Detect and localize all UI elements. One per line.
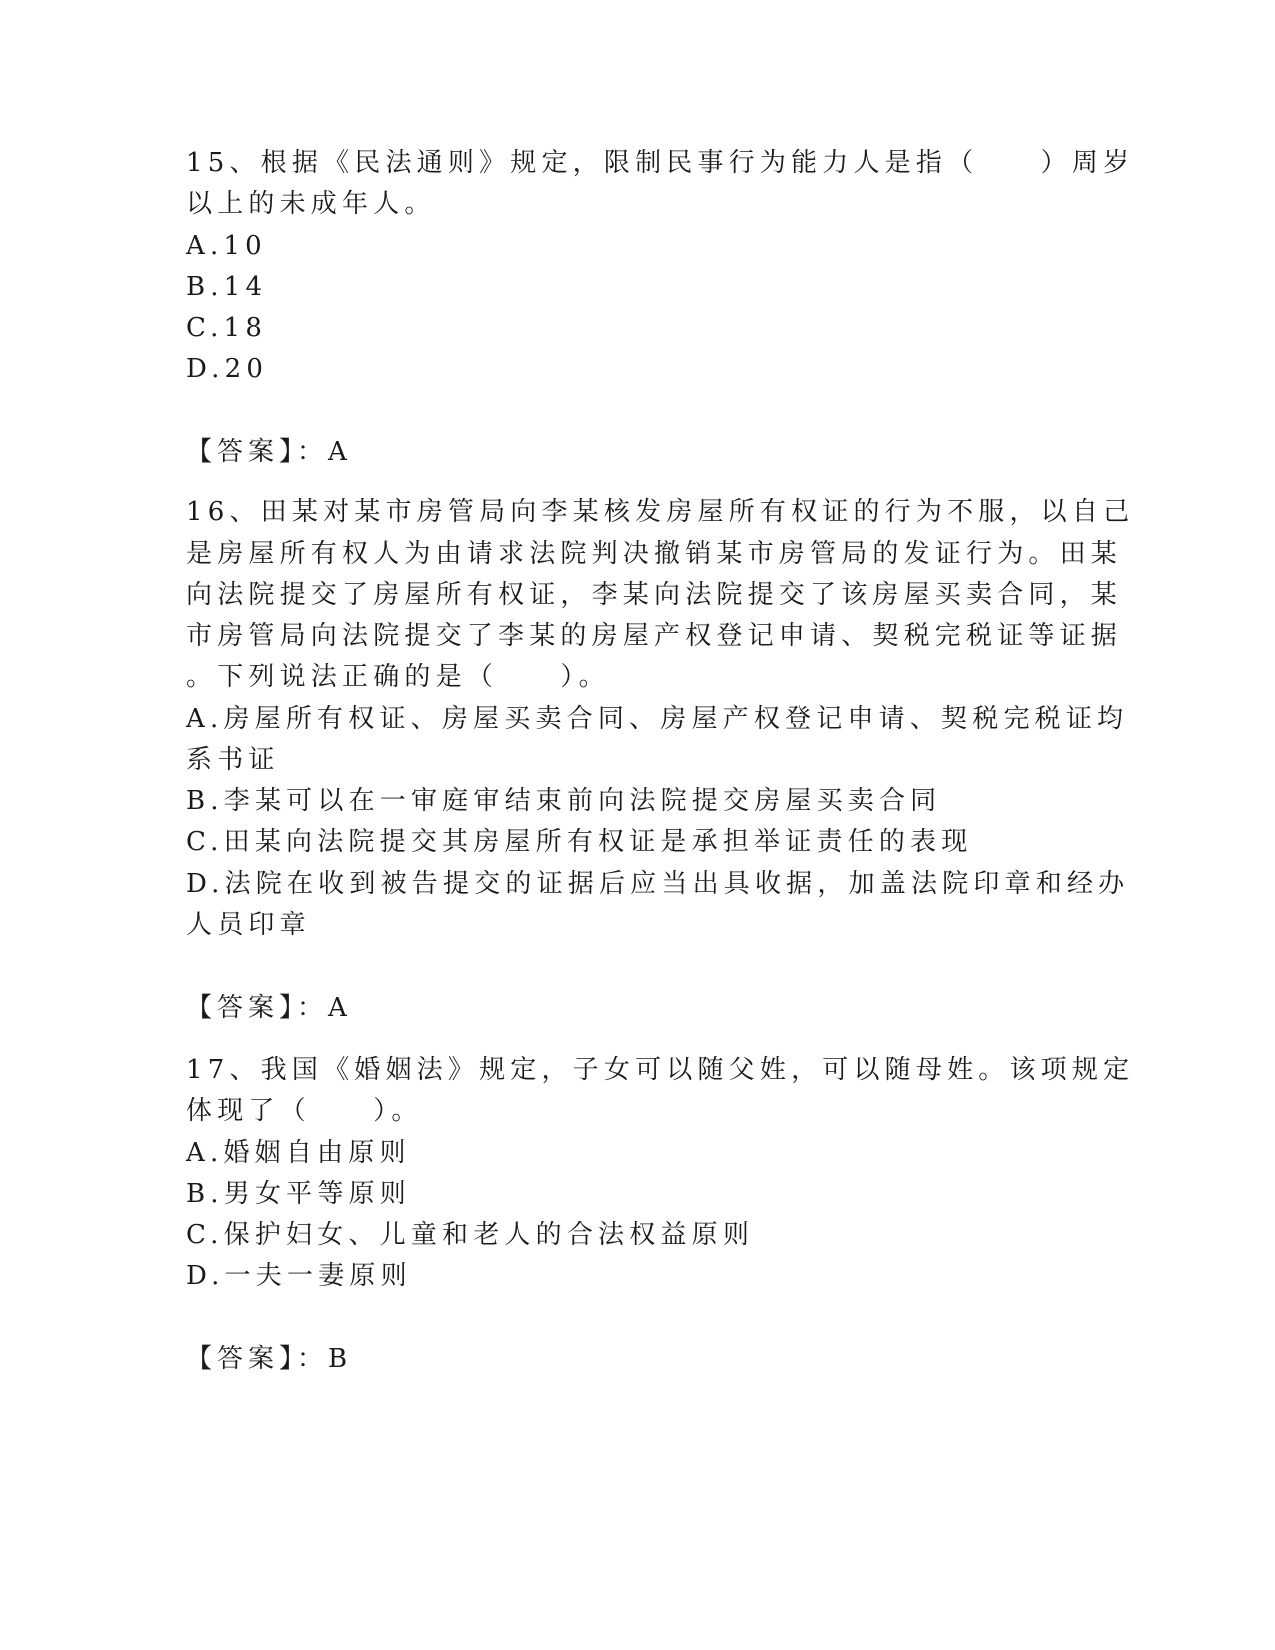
q16-stem-line-5: 。下列说法正确的是（ ）。 xyxy=(186,662,610,692)
q15-option-a: A.10 xyxy=(186,231,267,261)
answer-value: B xyxy=(328,1344,353,1374)
q16-option-b: B.李某可以在一审庭审结束前向法院提交房屋买卖合同 xyxy=(186,786,942,816)
answer-label: 【答案】： xyxy=(186,993,329,1023)
answer-label: 【答案】： xyxy=(186,437,329,467)
answer-value: A xyxy=(328,437,352,467)
q15-option-b: B.14 xyxy=(186,272,268,302)
q17-option-a: A.婚姻自由原则 xyxy=(186,1138,411,1168)
answer-value: A xyxy=(328,993,352,1023)
q16-stem-line-4: 市房管局向法院提交了李某的房屋产权登记申请、契税完税证等证据 xyxy=(186,621,1123,651)
q17-answer xyxy=(186,1343,352,1375)
q16-option-a-line-1: A.房屋所有权证、房屋买卖合同、房屋产权登记申请、契税完税证均 xyxy=(186,704,1129,734)
q15-stem-line-1: 15、根据《民法通则》规定，限制民事行为能力人是指（ ）周岁 xyxy=(186,148,1135,178)
q16-option-a-line-2: 系书证 xyxy=(186,745,280,775)
q17-option-c: C.保护妇女、儿童和老人的合法权益原则 xyxy=(186,1220,755,1250)
q17-option-d: D.一夫一妻原则 xyxy=(186,1261,412,1291)
q16-option-c: C.田某向法院提交其房屋所有权证是承担举证责任的表现 xyxy=(186,827,973,857)
q16-stem-line-1: 16、田某对某市房管局向李某核发房屋所有权证的行为不服，以自己 xyxy=(186,497,1135,527)
q17-stem-line-2: 体现了（ ）。 xyxy=(186,1096,423,1126)
q16-option-d-line-1: D.法院在收到被告提交的证据后应当出具收据，加盖法院印章和经办 xyxy=(186,869,1130,899)
q16-answer xyxy=(186,992,352,1024)
q15-option-c: C.18 xyxy=(186,313,268,343)
q15-stem-line-2: 以上的未成年人。 xyxy=(186,189,436,219)
q15-option-d: D.20 xyxy=(186,354,269,384)
q17-option-b: B.男女平等原则 xyxy=(186,1179,411,1209)
q16-stem-line-2: 是房屋所有权人为由请求法院判决撤销某市房管局的发证行为。田某 xyxy=(186,539,1123,569)
q16-stem-line-3: 向法院提交了房屋所有权证，李某向法院提交了该房屋买卖合同，某 xyxy=(186,580,1123,610)
q15-answer xyxy=(186,436,352,468)
q16-option-d-line-2: 人员印章 xyxy=(186,910,311,940)
answer-label: 【答案】： xyxy=(186,1344,329,1374)
q17-stem-line-1: 17、我国《婚姻法》规定，子女可以随父姓，可以随母姓。该项规定 xyxy=(186,1055,1135,1085)
